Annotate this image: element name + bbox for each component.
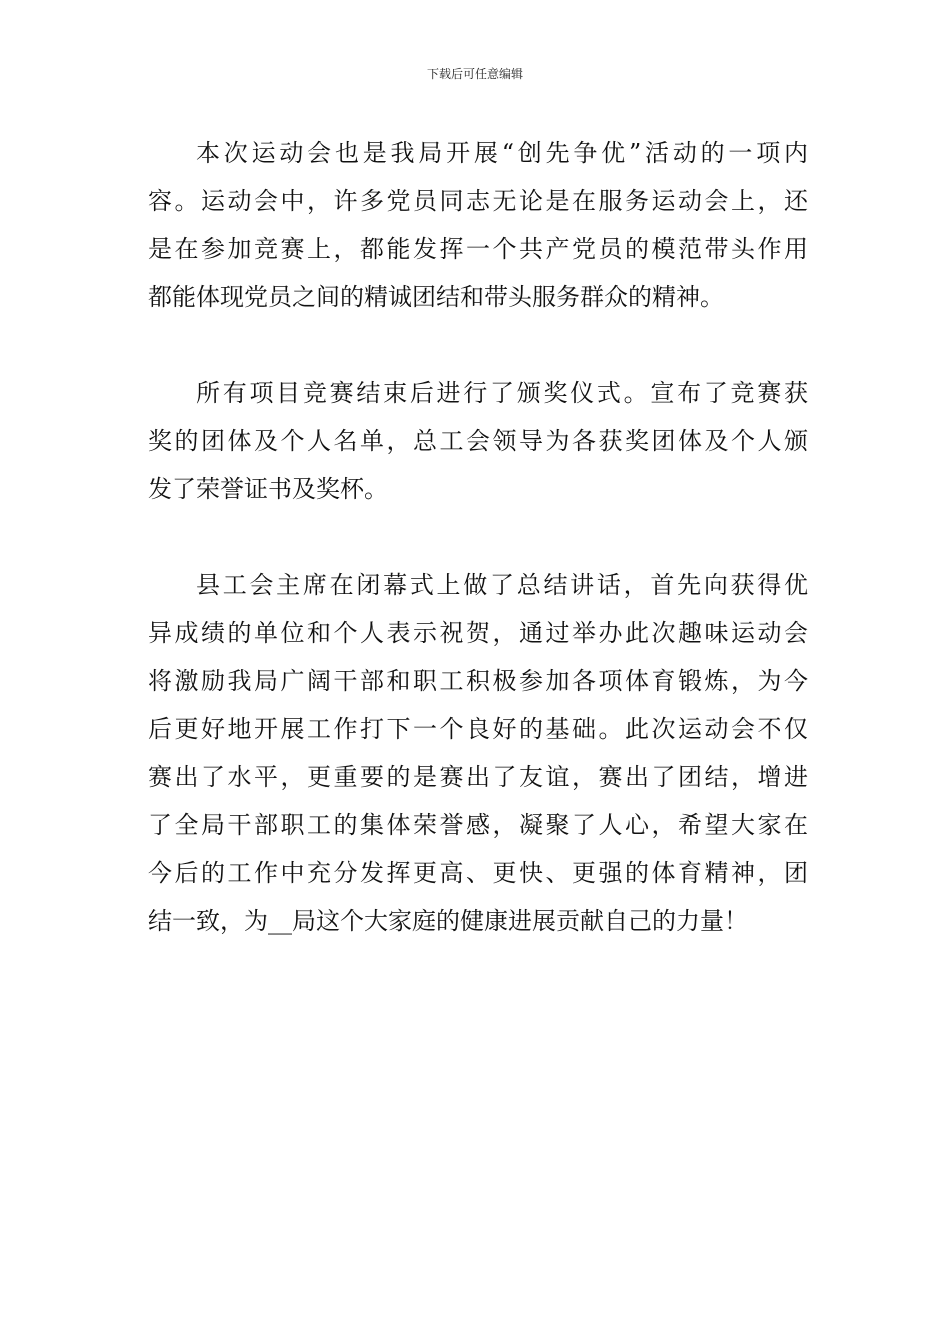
paragraph-line: 是在参加竞赛上，都能发挥一个共产党员的模范带头作用 — [148, 235, 808, 263]
paragraph-3 — [148, 561, 808, 945]
paragraph-line: 县工会主席在闭幕式上做了总结讲话，首先向获得优 — [196, 571, 808, 599]
paragraph-1 — [148, 129, 808, 321]
paragraph-line: 本次运动会也是我局开展“创先争优”活动的一项内 — [196, 139, 808, 167]
paragraph-line: 奖的团体及个人名单，总工会领导为各获奖团体及个人颁 — [148, 427, 808, 455]
paragraph-line: 赛出了水平，更重要的是赛出了友谊，赛出了团结，增进 — [148, 763, 808, 791]
paragraph-line: 发了荣誉证书及奖杯。 — [148, 475, 388, 503]
paragraph-line: 容。运动会中，许多党员同志无论是在服务运动会上，还 — [148, 187, 808, 215]
paragraph-line: 结一致，为__局这个大家庭的健康进展贡献自己的力量！ — [148, 907, 748, 935]
paragraph-line: 了全局干部职工的集体荣誉感，凝聚了人心，希望大家在 — [148, 811, 808, 839]
paragraph-line: 将激励我局广阔干部和职工积极参加各项体育锻炼，为今 — [148, 667, 808, 695]
paragraph-line: 异成绩的单位和个人表示祝贺，通过举办此次趣味运动会 — [148, 619, 808, 647]
page-header: 下载后可任意编辑 — [426, 67, 523, 81]
document-body — [148, 129, 808, 993]
paragraph-2 — [148, 369, 808, 513]
paragraph-line: 后更好地开展工作打下一个良好的基础。此次运动会不仅 — [148, 715, 808, 743]
paragraph-line: 所有项目竞赛结束后进行了颁奖仪式。宣布了竞赛获 — [196, 379, 808, 407]
paragraph-line: 都能体现党员之间的精诚团结和带头服务群众的精神。 — [148, 283, 724, 311]
paragraph-line: 今后的工作中充分发挥更高、更快、更强的体育精神，团 — [148, 859, 808, 887]
